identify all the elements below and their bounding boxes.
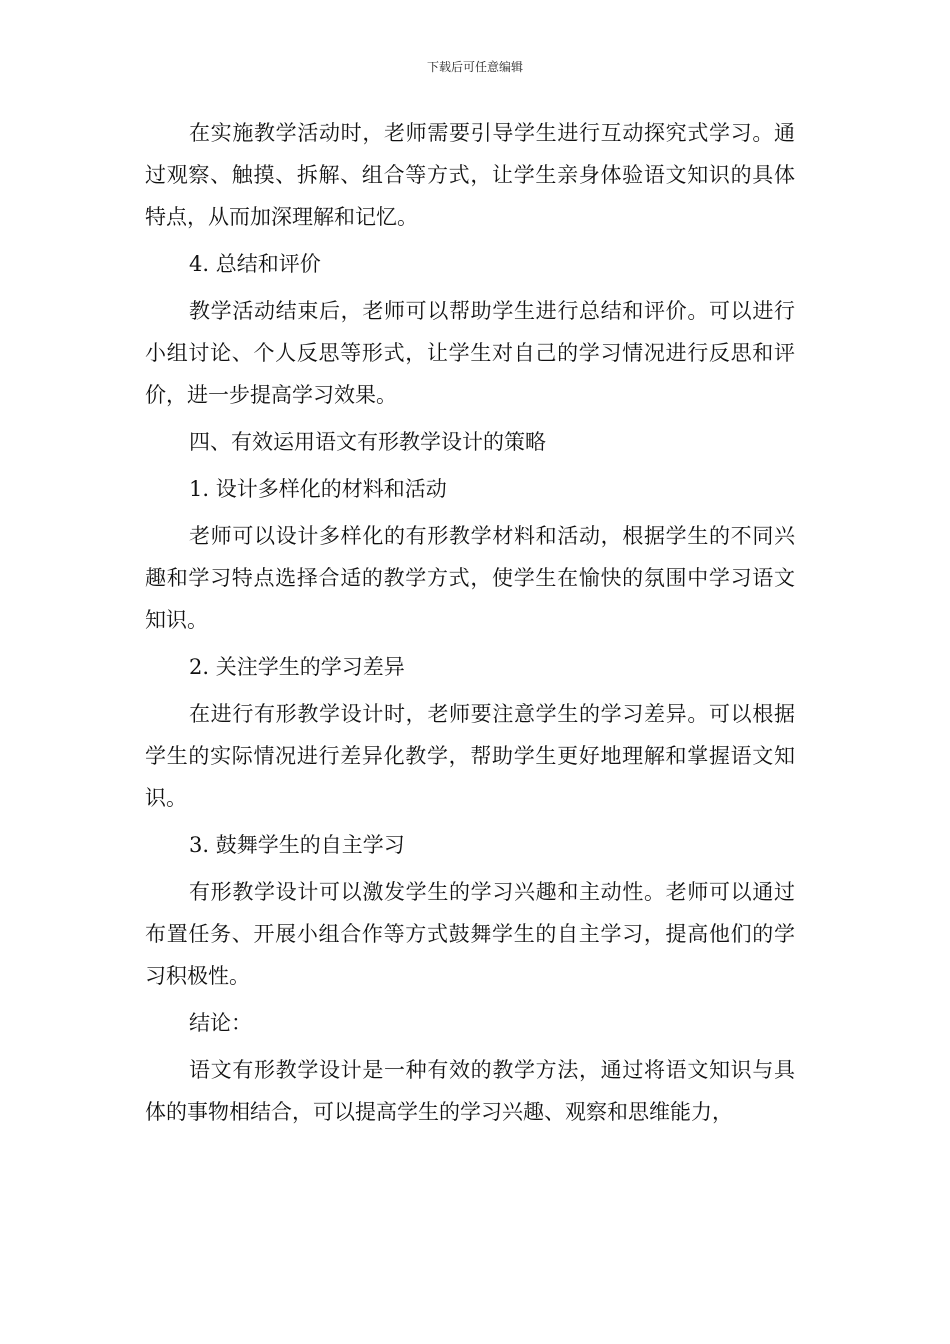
paragraph-learning-differences: 在进行有形教学设计时，老师要注意学生的学习差异。可以根据学生的实际情况进行差异化教学，帮助学生更好地理解和掌握语文知识。 (145, 702, 795, 810)
page-header: 下载后可任意编辑 (426, 60, 523, 74)
heading-learning-differences: 2. 关注学生的学习差异 (189, 655, 405, 679)
heading-conclusion: 结论： (189, 1011, 252, 1035)
paragraph-interactive-inquiry: 在实施教学活动时，老师需要引导学生进行互动探究式学习。通过观察、触摸、拆解、组合等方式，让学生亲身体验语文知识的具体特点，从而加深理解和记忆。 (145, 121, 795, 229)
heading-summary-evaluation: 4. 总结和评价 (189, 252, 321, 276)
document-body (145, 112, 795, 1138)
paragraph-autonomous-learning: 有形教学设计可以激发学生的学习兴趣和主动性。老师可以通过布置任务、开展小组合作等方式鼓舞学生的自主学习，提高他们的学习积极性。 (145, 880, 795, 988)
section-heading-strategies: 四、有效运用语文有形教学设计的策略 (189, 430, 546, 454)
paragraph-conclusion: 语文有形教学设计是一种有效的教学方法，通过将语文知识与具体的事物相结合，可以提高学生的学习兴趣、观察和思维能力， (145, 1058, 795, 1124)
paragraph-summary-evaluation: 教学活动结束后，老师可以帮助学生进行总结和评价。可以进行小组讨论、个人反思等形式，让学生对自己的学习情况进行反思和评价，进一步提高学习效果。 (145, 299, 795, 407)
paragraph-diverse-materials: 老师可以设计多样化的有形教学材料和活动，根据学生的不同兴趣和学习特点选择合适的教学方式，使学生在愉快的氛围中学习语文知识。 (145, 524, 795, 632)
heading-autonomous-learning: 3. 鼓舞学生的自主学习 (189, 833, 405, 857)
heading-diverse-materials: 1. 设计多样化的材料和活动 (189, 477, 447, 501)
